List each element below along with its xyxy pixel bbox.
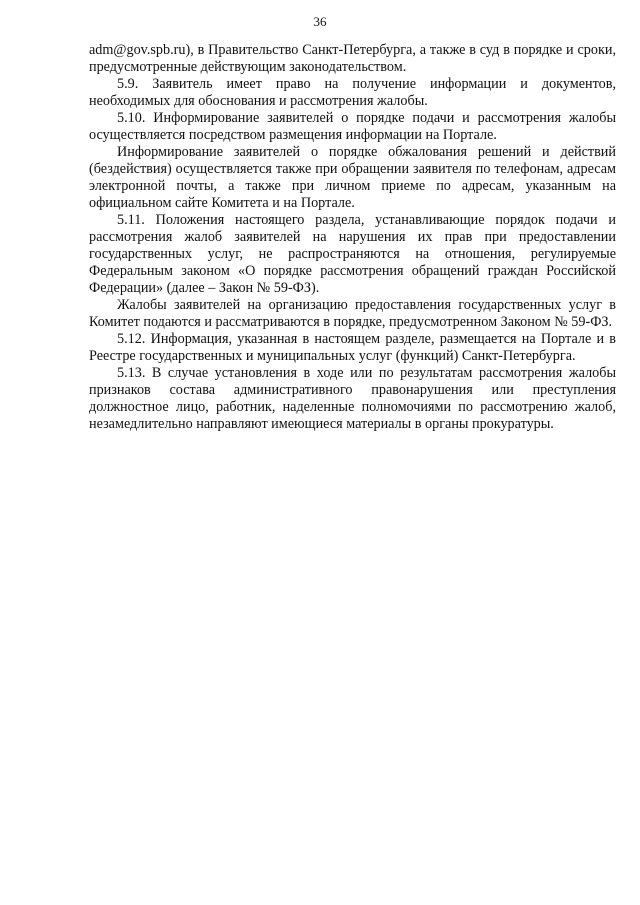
paragraph-5-12: 5.12. Информация, указанная в настоящем разделе, размещается на Портале и в Реестре государственных и муниципальных услуг (функций) Санкт-Петербурга. [89,331,616,364]
paragraph-5-10: 5.10. Информирование заявителей о порядке подачи и рассмотрения жалобы осуществляется посредством размещения информации на Портале. [89,110,616,143]
paragraph-5-9: 5.9. Заявитель имеет право на получение информации и документов, необходимых для обоснования и рассмотрения жалобы. [89,76,616,109]
paragraph-5-13: 5.13. В случае установления в ходе или по результатам рассмотрения жалобы признаков состава административного правонарушения или преступления должностное лицо, работник, наделенные полномочиями по рассмотрению жалоб, незамедлительно направляют имеющиеся материалы в органы прокуратуры. [89,365,616,432]
paragraph-complaints: Жалобы заявителей на организацию предоставления государственных услуг в Комитет подаются и рассматриваются в порядке, предусмотренном Законом № 59-ФЗ. [89,297,616,330]
page-number: 36 [313,14,327,29]
document-body [89,42,616,433]
paragraph-continuation: adm@gov.spb.ru), в Правительство Санкт-Петербурга, а также в суд в порядке и сроки, предусмотренные действующим законодательством. [89,42,616,75]
paragraph-informing: Информирование заявителей о порядке обжалования решений и действий (бездействия) осуществляется также при обращении заявителя по телефонам, адресам электронной почты, а также при личном приеме по адресам, указанным на официальном сайте Комитета и на Портале. [89,144,616,211]
paragraph-5-11: 5.11. Положения настоящего раздела, устанавливающие порядок подачи и рассмотрения жалоб заявителей на нарушения их прав при предоставлении государственных услуг, не распространяются на отношения, регулируемые Федеральным законом «О порядке рассмотрения обращений граждан Российской Федерации» (далее – Закон № 59-ФЗ). [89,212,616,296]
